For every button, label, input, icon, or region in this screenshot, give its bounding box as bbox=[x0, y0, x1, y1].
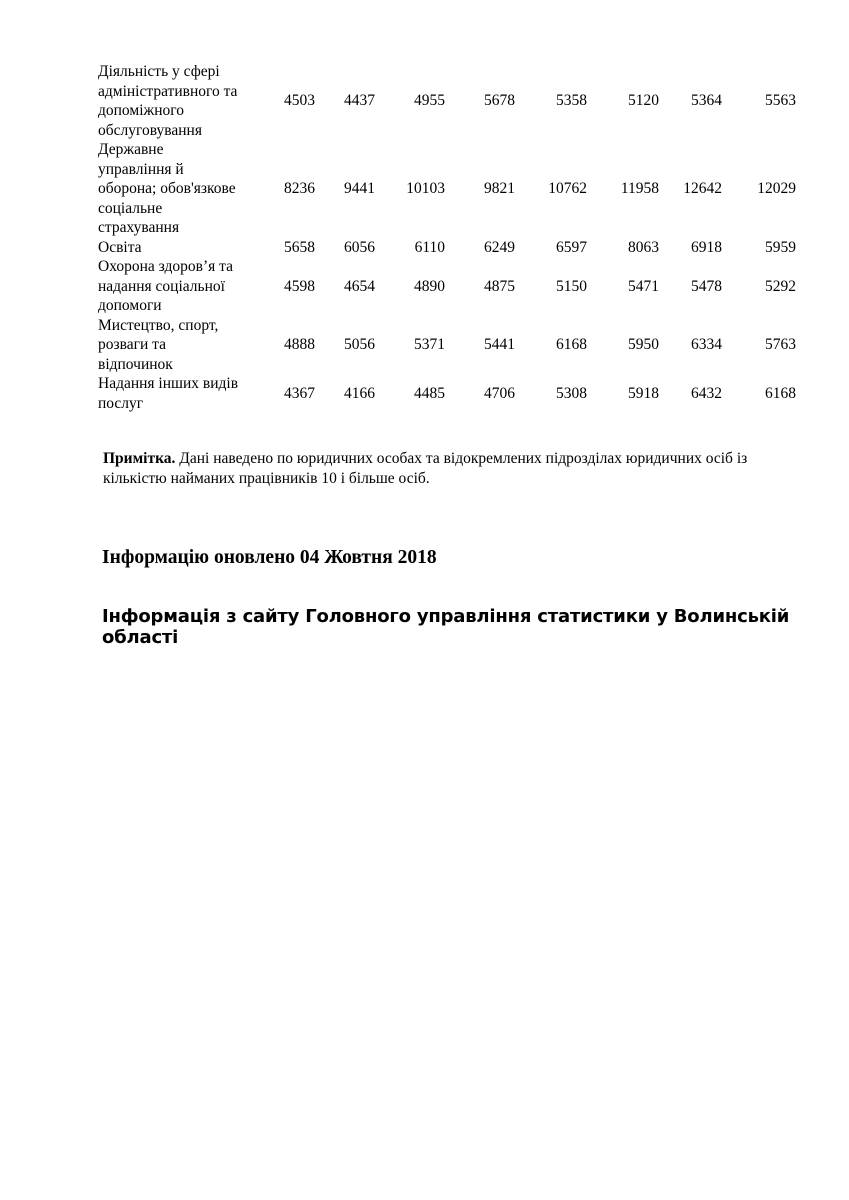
table-cell: 5364 bbox=[691, 92, 722, 110]
row-label bbox=[98, 316, 260, 375]
table-cell: 5441 bbox=[484, 336, 515, 353]
table-row bbox=[98, 257, 796, 316]
table-row bbox=[98, 374, 796, 413]
row-label-line: відпочинок bbox=[98, 355, 173, 373]
wage-table bbox=[98, 62, 796, 413]
table-cell: 12642 bbox=[683, 180, 722, 197]
table-cell: 6168 bbox=[765, 384, 796, 402]
row-label-line: оборона; обов'язкове bbox=[98, 180, 236, 197]
row-label-line: обслуговування bbox=[98, 121, 202, 139]
table-cell: 4875 bbox=[484, 277, 515, 295]
table-cell: 4890 bbox=[414, 277, 445, 295]
row-label bbox=[98, 62, 260, 140]
row-label-line: допоміжного bbox=[98, 102, 184, 119]
table-cell: 4955 bbox=[414, 92, 445, 110]
row-label-line: Мистецтво, спорт, bbox=[98, 316, 219, 334]
table-cell: 8236 bbox=[284, 180, 315, 197]
table-cell: 5763 bbox=[765, 336, 796, 353]
row-label-line: Охорона здоров’я та bbox=[98, 258, 233, 275]
table-cell: 5918 bbox=[628, 384, 659, 402]
updated-date-heading: Інформацію оновлено 04 Жовтня 2018 bbox=[102, 547, 437, 568]
table-cell: 4598 bbox=[284, 277, 315, 295]
table-cell: 4503 bbox=[284, 92, 315, 110]
row-label-line: допомоги bbox=[98, 297, 162, 314]
table-row bbox=[98, 62, 796, 140]
table-cell: 5471 bbox=[628, 277, 659, 295]
table-cell: 5678 bbox=[484, 92, 515, 110]
row-label bbox=[98, 374, 260, 413]
row-label bbox=[98, 140, 260, 238]
table-cell: 5478 bbox=[691, 277, 722, 295]
table-cell: 5120 bbox=[628, 92, 659, 110]
table-cell: 5658 bbox=[284, 238, 315, 256]
table-cell: 4485 bbox=[414, 384, 445, 402]
table-cell: 6918 bbox=[691, 238, 722, 256]
table-cell: 6056 bbox=[344, 238, 375, 256]
table-cell: 6168 bbox=[556, 336, 587, 353]
row-label bbox=[98, 257, 260, 316]
table-cell: 6110 bbox=[414, 238, 445, 256]
table-cell: 5563 bbox=[765, 92, 796, 110]
table-cell: 5292 bbox=[765, 277, 796, 295]
row-label-line: Державне bbox=[98, 141, 164, 158]
note-label: Примітка. bbox=[103, 450, 176, 467]
table-cell: 4888 bbox=[284, 336, 315, 353]
row-label-line: управління й bbox=[98, 160, 184, 178]
table-cell: 6597 bbox=[556, 238, 587, 256]
table-cell: 9441 bbox=[344, 180, 375, 197]
row-label-line: Діяльність у сфері bbox=[98, 63, 220, 80]
table-cell: 6432 bbox=[691, 384, 722, 402]
table-body bbox=[98, 62, 796, 413]
table-cell: 6334 bbox=[691, 336, 722, 353]
table-cell: 5371 bbox=[414, 336, 445, 353]
note-paragraph bbox=[103, 449, 783, 489]
table-cell: 4437 bbox=[344, 92, 375, 110]
table-cell: 9821 bbox=[484, 180, 515, 197]
table-row bbox=[98, 140, 796, 238]
table-cell: 6249 bbox=[484, 238, 515, 256]
row-label-line: соціальне bbox=[98, 199, 163, 217]
table-cell: 12029 bbox=[757, 180, 796, 197]
table-row bbox=[98, 238, 796, 258]
table-cell: 5950 bbox=[628, 336, 659, 353]
row-label-line: адміністративного та bbox=[98, 82, 238, 100]
table-cell: 5056 bbox=[344, 336, 375, 353]
row-label-line: послуг bbox=[98, 394, 144, 412]
row-label-line: Надання інших видів bbox=[98, 375, 239, 392]
table-cell: 11958 bbox=[620, 180, 659, 197]
row-label-line: розваги та bbox=[98, 336, 166, 353]
source-heading: Інформація з сайту Головного управління статистики у Волинській області bbox=[102, 606, 790, 648]
row-label-line: надання соціальної bbox=[98, 277, 225, 295]
table-cell: 5150 bbox=[556, 277, 587, 295]
table-cell: 4367 bbox=[284, 384, 315, 402]
table-cell: 4654 bbox=[344, 277, 375, 295]
table-row bbox=[98, 316, 796, 375]
row-label-line: Освіта bbox=[98, 238, 142, 256]
row-label bbox=[98, 238, 260, 258]
table-cell: 8063 bbox=[628, 238, 659, 256]
table-cell: 4706 bbox=[484, 384, 515, 402]
table-cell: 5358 bbox=[556, 92, 587, 110]
table-cell: 4166 bbox=[344, 384, 375, 402]
table-cell: 5308 bbox=[556, 384, 587, 402]
note-text: Дані наведено по юридичних особах та відокремлених підрозділах юридичних осіб із кількістю найманих працівників 10 і більше осіб. bbox=[103, 450, 748, 487]
table-cell: 10103 bbox=[406, 180, 445, 197]
table-cell: 10762 bbox=[548, 180, 587, 197]
row-label-line: страхування bbox=[98, 219, 180, 236]
table-cell: 5959 bbox=[765, 238, 796, 256]
